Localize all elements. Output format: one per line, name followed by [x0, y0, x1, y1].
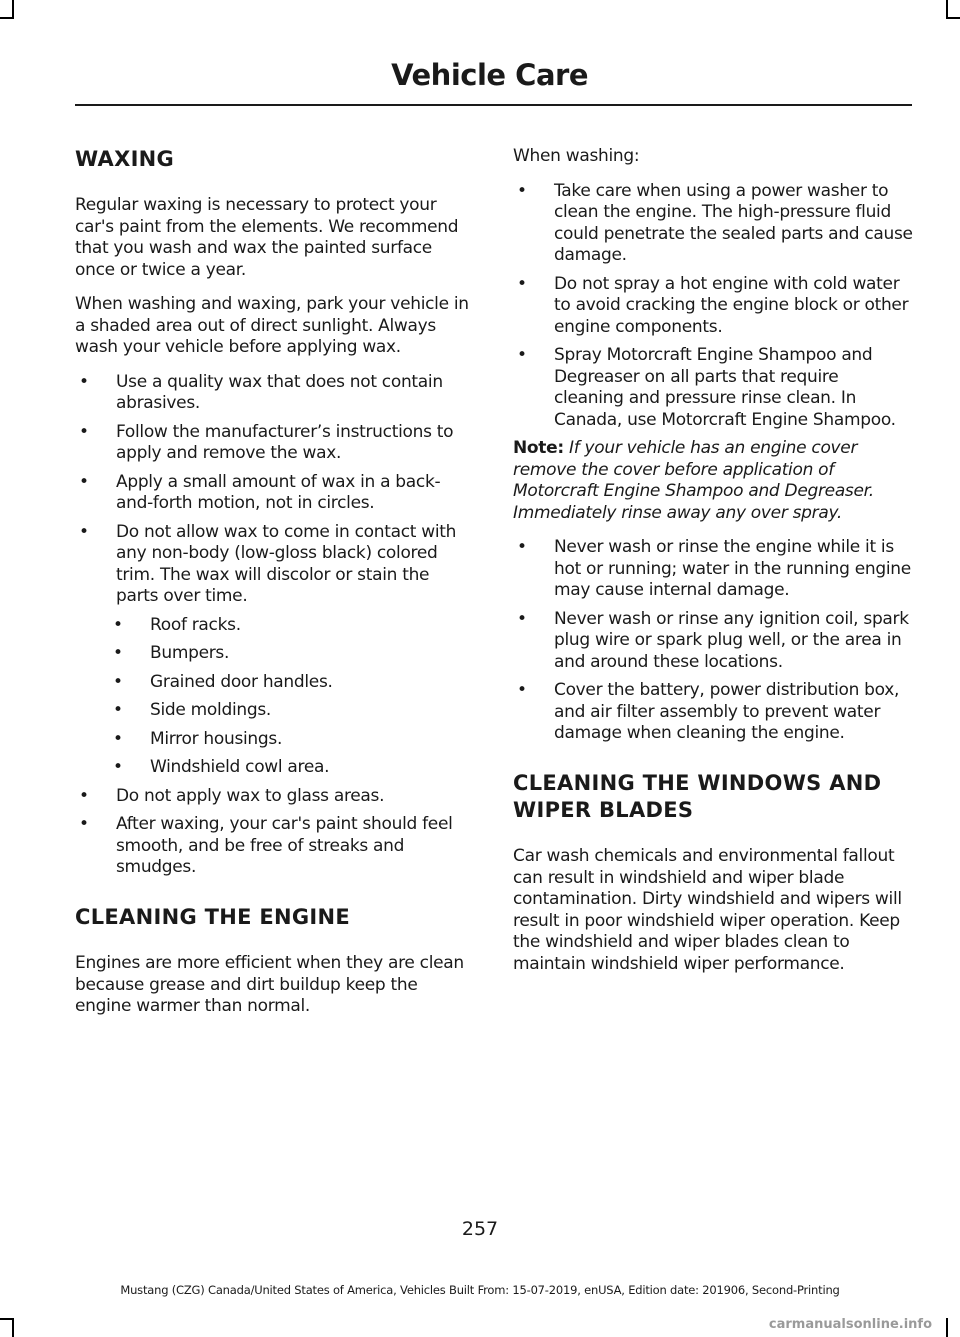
edition-footer: Mustang (CZG) Canada/United States of America, Vehicles Built From: 15-07-2019, enUSA, Edition date: 201906, Second-Printing — [120, 1283, 840, 1297]
list-item: • Use a quality wax that does not contain abrasives. — [75, 372, 475, 415]
washing-intro: When washing: — [513, 146, 640, 166]
crop-mark — [0, 1318, 14, 1320]
list-item: • Do not allow wax to come in contact with any non-body (low-gloss black) colored trim. The wax will discolor or stain the parts over time. — [75, 522, 475, 608]
list-item: • Roof racks. — [75, 615, 475, 637]
list-item: • Side moldings. — [75, 700, 475, 722]
crop-mark — [12, 1318, 14, 1337]
watermark: carmanualsonline.info — [768, 1317, 932, 1332]
crop-mark — [0, 17, 14, 19]
list-item: • Apply a small amount of wax in a back-and-forth motion, not in circles. — [75, 472, 475, 515]
list-item: • Take care when using a power washer to clean the engine. The high-pressure fluid could penetrate the sealed parts and cause damage. — [513, 181, 913, 267]
note-text: If your vehicle has an engine cover remove the cover before application of Motorcraft Engine Shampoo and Degreaser. Immediately rinse away any over spray. — [513, 438, 874, 523]
left-column — [75, 146, 475, 1031]
engine-note — [513, 438, 913, 524]
list-item: • Do not apply wax to glass areas. — [75, 786, 475, 808]
waxing-para-1: Regular waxing is necessary to protect your car's paint from the elements. We recommend that you wash and wax the painted surface once or twice a year. — [75, 195, 459, 280]
list-item: • Windshield cowl area. — [75, 757, 475, 779]
windows-heading-line-2: WIPER BLADES — [513, 797, 694, 822]
crop-mark — [946, 17, 960, 19]
waxing-para-2: When washing and waxing, park your vehicle in a shaded area out of direct sunlight. Always wash your vehicle before applying wax. — [75, 294, 469, 358]
list-item: • Mirror housings. — [75, 729, 475, 751]
waxing-sub-bullets — [75, 615, 475, 779]
engine-heading: CLEANING THE ENGINE — [75, 904, 351, 929]
crop-mark — [946, 1318, 948, 1337]
windows-heading — [513, 770, 913, 825]
list-item: • Bumpers. — [75, 643, 475, 665]
page-number: 257 — [461, 1218, 499, 1240]
list-item: • Never wash or rinse any ignition coil, spark plug wire or spark plug well, or the area in and around these locations. — [513, 609, 913, 674]
engine-bullets-2 — [513, 537, 913, 745]
list-item: • After waxing, your car's paint should feel smooth, and be free of streaks and smudges. — [75, 814, 475, 879]
header-rule — [75, 104, 912, 106]
list-item: • Spray Motorcraft Engine Shampoo and Degreaser on all parts that require cleaning and pressure rinse clean. In Canada, use Motorcraft Engine Shampoo. — [513, 345, 913, 431]
list-item: • Do not spray a hot engine with cold water to avoid cracking the engine block or other engine components. — [513, 274, 913, 339]
engine-bullets — [513, 181, 913, 432]
page-title: Vehicle Care — [391, 58, 588, 92]
list-item: • Follow the manufacturer’s instructions to apply and remove the wax. — [75, 422, 475, 465]
right-column — [513, 146, 913, 988]
waxing-bullets-2 — [75, 786, 475, 879]
list-item: • Cover the battery, power distribution box, and air filter assembly to prevent water damage when cleaning the engine. — [513, 680, 913, 745]
list-item: • Never wash or rinse the engine while it is hot or running; water in the running engine may cause internal damage. — [513, 537, 913, 602]
waxing-heading: WAXING — [75, 147, 175, 171]
windows-para-1: Car wash chemicals and environmental fallout can result in windshield and wiper blade contamination. Dirty windshield and wipers will result in poor windshield wiper operation. Keep the windshield and wiper blades clean to maintain windshield wiper performance. — [513, 846, 902, 974]
crop-mark — [946, 0, 948, 18]
engine-para-1: Engines are more efficient when they are clean because grease and dirt buildup keep the engine warmer than normal. — [75, 953, 464, 1017]
list-item: • Grained door handles. — [75, 672, 475, 694]
windows-heading-line-1: CLEANING THE WINDOWS AND — [513, 770, 882, 795]
crop-mark — [12, 0, 14, 18]
note-label: Note: — [513, 438, 564, 458]
waxing-bullets — [75, 372, 475, 608]
